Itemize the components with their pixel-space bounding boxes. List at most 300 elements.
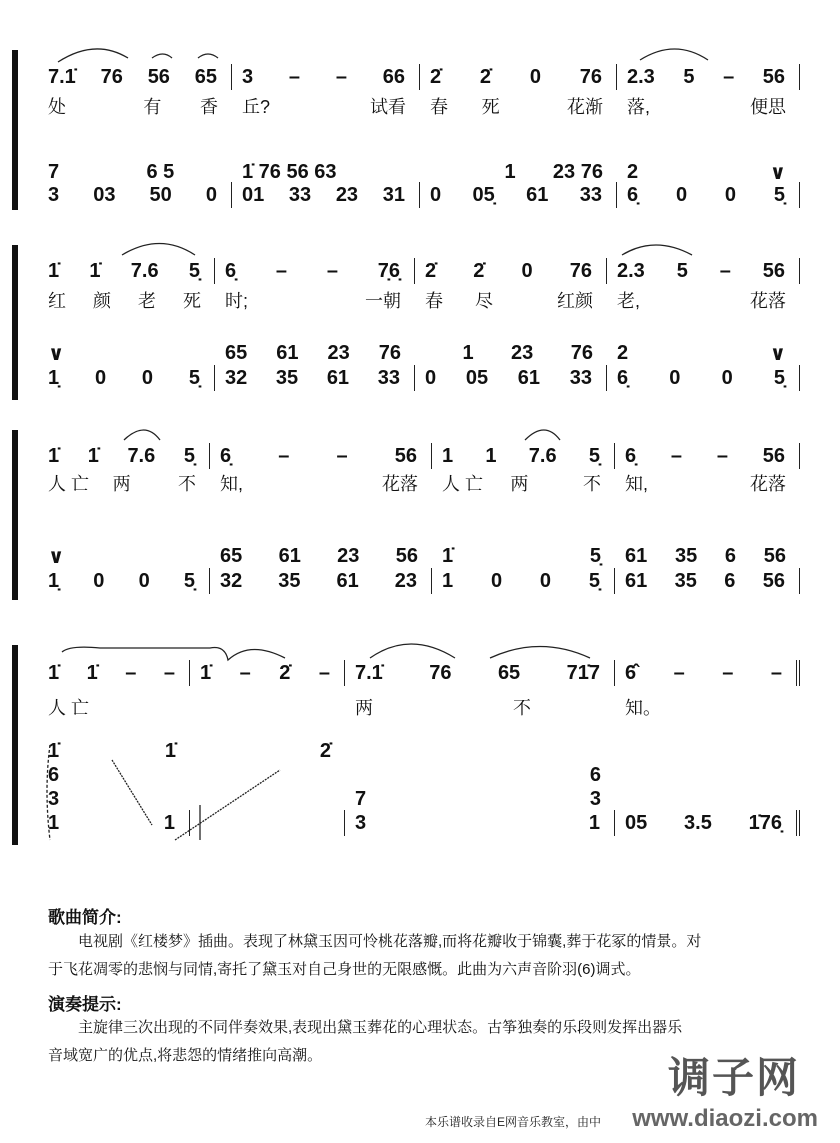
lyric: 处 [48, 97, 66, 117]
measure [617, 93, 800, 119]
note: 2̇ [473, 259, 485, 282]
note: 6̣ [225, 259, 237, 282]
notation-line [38, 443, 800, 469]
note: 1̇ [48, 444, 60, 467]
measure [190, 660, 345, 686]
note: 23 [394, 569, 417, 592]
note: 1̇ [87, 444, 99, 467]
notation-line [38, 365, 800, 391]
measure [607, 287, 800, 313]
lyric: 花落 [382, 474, 418, 494]
measure [232, 93, 420, 119]
measure [615, 443, 800, 469]
note: 6 [724, 544, 737, 567]
note: 05̣ [472, 183, 495, 206]
note: – [318, 661, 330, 684]
measure [38, 258, 215, 284]
note: 35 [275, 366, 299, 389]
note: 1 [442, 444, 454, 467]
slur [370, 644, 455, 658]
measure [210, 443, 432, 469]
note: – [336, 444, 348, 467]
note: 23 [337, 544, 360, 567]
measure [615, 786, 800, 812]
measure [38, 64, 232, 90]
note: 6̣ [625, 444, 637, 467]
note: 35 [278, 569, 301, 592]
measure [215, 258, 415, 284]
credit-text: 本乐谱收录自E网音乐教室，由中 [425, 1115, 602, 1129]
lyric: 花渐 [566, 97, 603, 117]
note: 2 [617, 341, 629, 364]
note: 2̇ [279, 661, 291, 684]
note: 6 [724, 569, 736, 592]
note: 0 [669, 366, 681, 389]
note: 2̇ [319, 739, 331, 762]
note: – [719, 259, 731, 282]
note: 2̇ [430, 65, 442, 88]
note: 0 [529, 65, 541, 88]
lyric: 红 [48, 291, 66, 311]
note: 2.3 [617, 259, 645, 282]
notation-line [38, 258, 800, 284]
slur [640, 49, 708, 60]
note: 65 [220, 544, 243, 567]
note: – [723, 65, 735, 88]
note: 6 [48, 763, 60, 786]
note: 65 [497, 661, 521, 684]
note: 7 [355, 787, 367, 810]
measure [38, 762, 190, 788]
notation-line [38, 762, 800, 788]
slur [490, 647, 590, 659]
measure [615, 738, 800, 764]
note: 66 [382, 65, 405, 88]
measure [615, 762, 800, 788]
note: 3 [48, 183, 60, 206]
note: 3 [242, 65, 254, 88]
note: 2.3 [627, 65, 655, 88]
note: 5̣ [188, 259, 200, 282]
note: 61 [526, 183, 549, 206]
note: 61 [278, 544, 301, 567]
note: 56 [762, 569, 785, 592]
note: – [163, 661, 175, 684]
lyric: 丘? [242, 97, 271, 117]
measure [617, 64, 800, 90]
note: 01 [242, 183, 265, 206]
measure [38, 543, 210, 569]
note: 2̇ [479, 65, 492, 88]
note: 1̇ [200, 661, 212, 684]
note: – [673, 661, 685, 684]
note: 3 [589, 787, 601, 810]
measure [432, 470, 615, 496]
measure [210, 543, 432, 569]
note: 35 [674, 544, 698, 567]
note: 56 [762, 259, 785, 282]
note: 61 [517, 366, 541, 389]
lyric: 花落 [749, 474, 786, 494]
note: – [335, 65, 347, 88]
note: – [125, 661, 137, 684]
note: 0 [141, 366, 154, 389]
note: – [275, 259, 288, 282]
measure [38, 568, 210, 594]
lyric: 两 [510, 474, 529, 494]
note: 23 76 [552, 160, 603, 183]
lyrics-line [38, 470, 800, 496]
notation-line [38, 568, 800, 594]
notation-line [38, 738, 800, 764]
note: 61 [326, 366, 350, 389]
lyric: 两 [355, 698, 373, 718]
lyric: 人 亡 [442, 474, 484, 494]
measure [345, 660, 615, 686]
note: ∨ [769, 161, 786, 184]
measure [415, 258, 607, 284]
measure [215, 287, 415, 313]
measure [190, 738, 345, 764]
measure [345, 786, 615, 812]
measure [345, 738, 615, 764]
note: 1 [588, 811, 600, 834]
note: 5̣ [589, 544, 601, 567]
measure [38, 365, 215, 391]
notation-line [38, 786, 800, 812]
measure [38, 810, 190, 836]
note: 35 [674, 569, 697, 592]
notation-line [38, 810, 800, 836]
measure [38, 340, 215, 366]
note: 7.1̇ [48, 65, 76, 88]
note: 5̣ [773, 366, 785, 389]
lyric: 老, [617, 291, 641, 311]
lyric: 有 [143, 97, 162, 117]
intro-line: 于飞花凋零的悲悯与同情,寄托了黛玉对自己身世的无限感慨。此曲为六声音阶羽(6)调式。 [48, 961, 641, 978]
note: 61 [276, 341, 299, 364]
note: 6̣ [617, 366, 629, 389]
measure [190, 694, 345, 720]
lyrics-line [38, 287, 800, 313]
lyric: 人 亡 [48, 474, 90, 494]
notation-line [38, 64, 800, 90]
note: 5̣ [183, 444, 195, 467]
watermark-url: www.diaozi.com [632, 1105, 818, 1132]
lyric: 春 [425, 291, 443, 311]
note: 0 [205, 183, 217, 206]
note: 5̣ [183, 569, 195, 592]
note: 6̣ [220, 444, 232, 467]
measure [432, 443, 615, 469]
note: 0 [94, 366, 107, 389]
note: 33 [377, 366, 400, 389]
measure [615, 810, 800, 836]
note: – [716, 444, 728, 467]
tips-heading: 演奏提示: [48, 995, 122, 1014]
note: – [326, 259, 338, 282]
note: 5̣ [588, 569, 600, 592]
measure [190, 762, 345, 788]
note: 1̣ [48, 366, 60, 389]
note: 56 [147, 65, 170, 88]
lyric: 尽 [475, 291, 493, 311]
lyric: 知, [625, 474, 649, 494]
measure [420, 64, 617, 90]
note: 0 [724, 183, 737, 206]
lyric: 老 [138, 291, 156, 311]
intro-line: 电视剧《红楼梦》插曲。表现了林黛玉因可怜桃花落瓣,而将花瓣收于锦囊,葬于花冢的情景。对 [78, 933, 702, 950]
note: 1̇ [89, 259, 101, 282]
note: 7.1̇ [355, 661, 383, 684]
notation-line [38, 182, 800, 208]
note: 5̣ [588, 444, 600, 467]
measure [617, 182, 800, 208]
note: – [770, 661, 782, 684]
note: 1 [442, 569, 454, 592]
note: 7.6 [127, 444, 156, 467]
lyric: 颜 [93, 291, 111, 311]
slur [122, 244, 195, 256]
measure [38, 182, 232, 208]
lyrics-line [38, 694, 800, 720]
note: 0 [521, 259, 533, 282]
note: 61 [336, 569, 359, 592]
measure [210, 470, 432, 496]
note: 0 [93, 569, 105, 592]
note: 1 [462, 341, 474, 364]
note: 65 [225, 341, 248, 364]
note: 23 [335, 183, 359, 206]
note: – [239, 661, 251, 684]
measure [38, 694, 190, 720]
note: 76 [429, 661, 452, 684]
measure [420, 182, 617, 208]
measure [215, 365, 415, 391]
measure [210, 568, 432, 594]
measure [415, 340, 607, 366]
measure [38, 470, 210, 496]
note: 1̇ [442, 544, 454, 567]
measure [190, 786, 345, 812]
lyric: 香 [199, 97, 218, 117]
lyric: 知。 [625, 698, 661, 718]
notation-line [38, 543, 800, 569]
note: 76 [100, 65, 123, 88]
measure [38, 287, 215, 313]
measure [420, 93, 617, 119]
measure [615, 660, 800, 686]
measure [615, 694, 800, 720]
measure [615, 543, 800, 569]
slur [198, 54, 218, 58]
note: 5 [683, 65, 695, 88]
note: 1 [163, 811, 175, 834]
measure [232, 182, 420, 208]
system-bracket [12, 430, 18, 600]
lyric: 不 [177, 474, 196, 494]
note: 33 [579, 183, 602, 206]
note: 5̣ [773, 183, 785, 206]
note: 0 [539, 569, 552, 592]
note: 23 [511, 341, 534, 364]
note: ∨ [48, 545, 65, 568]
lyric: 不 [583, 474, 601, 494]
measure [215, 340, 415, 366]
note: 1̇ [48, 739, 60, 762]
note: 56 [395, 544, 418, 567]
note: 50 [149, 183, 172, 206]
lyric: 时; [225, 291, 249, 311]
note: 3.5 [684, 811, 712, 834]
lyric: 便思 [750, 97, 786, 117]
note: 33 [569, 366, 592, 389]
lyric: 试看 [370, 97, 406, 117]
measure [415, 287, 607, 313]
note: 56 [762, 444, 785, 467]
note: 76 [579, 65, 602, 88]
slur [622, 245, 692, 255]
lyric: 死 [481, 97, 500, 117]
note: 76 [570, 341, 593, 364]
tips-line: 主旋律三次出现的不同伴奏效果,表现出黛玉葬花的心理状态。古筝独奏的乐段则发挥出器乐 [78, 1019, 683, 1036]
note: 1̇ 76 56 63 [242, 160, 337, 183]
measure [345, 810, 615, 836]
note: 0 [675, 183, 688, 206]
note: 05 [465, 366, 489, 389]
note: 61 [625, 569, 648, 592]
note: 1 [485, 444, 497, 467]
measure [38, 443, 210, 469]
note: 61 [625, 544, 648, 567]
note: 2̇ [425, 259, 437, 282]
measure [607, 340, 800, 366]
measure [38, 660, 190, 686]
note: 1̇76̣ [748, 811, 782, 834]
note: 7.6 [130, 259, 159, 282]
lyric: 花落 [749, 291, 786, 311]
tie [62, 647, 285, 660]
measure [607, 258, 800, 284]
note: 23 [327, 341, 350, 364]
watermark-logo: 调子网 [667, 1054, 800, 1101]
measure [415, 365, 607, 391]
lyric: 春 [430, 97, 448, 117]
measure [432, 543, 615, 569]
note: 2 [627, 160, 639, 183]
note: 0 [721, 366, 733, 389]
note: ∨ [769, 342, 786, 365]
slur [124, 430, 160, 440]
note: 32 [220, 569, 243, 592]
note: 3 [355, 811, 367, 834]
note: 0 [430, 183, 442, 206]
system-bracket [12, 50, 18, 210]
note: 76 [378, 341, 401, 364]
note: – [670, 444, 683, 467]
note: ∨ [48, 342, 65, 365]
lyric: 落, [627, 97, 651, 117]
note: 5 [676, 259, 688, 282]
lyric: 一朝 [364, 291, 401, 311]
measure [232, 64, 420, 90]
system-bracket [12, 245, 18, 400]
note: 76 [569, 259, 592, 282]
note: 56 [394, 444, 417, 467]
slur [58, 49, 128, 62]
note: 3 [48, 787, 60, 810]
lyric: 知, [220, 474, 244, 494]
lyrics-line [38, 93, 800, 119]
lyric: 死 [183, 291, 201, 311]
note: 7 [48, 160, 60, 183]
note: 05 [625, 811, 648, 834]
note: 5̣ [188, 366, 200, 389]
note: – [288, 65, 301, 88]
note: 0 [425, 366, 437, 389]
note: 32 [225, 366, 248, 389]
note: 1̣ [48, 569, 60, 592]
note: 7̣6̣ [377, 259, 400, 282]
note: 1 [504, 160, 516, 183]
notation-line [38, 660, 800, 686]
slur [152, 54, 172, 58]
system-bracket [12, 645, 18, 845]
measure [432, 568, 615, 594]
measure [607, 365, 800, 391]
note: – [278, 444, 290, 467]
note: 71̇7 [566, 661, 600, 684]
note: 1 [48, 811, 60, 834]
note: 56 [763, 544, 786, 567]
notation-line [38, 340, 800, 366]
measure [615, 470, 800, 496]
measure [38, 738, 190, 764]
lyric: 不 [513, 698, 531, 718]
note: 03 [93, 183, 116, 206]
lyric: 红颜 [557, 291, 593, 311]
note: 1̇ [48, 661, 60, 684]
note: 31 [382, 183, 405, 206]
note: – [722, 661, 734, 684]
lyric: 人 亡 [48, 698, 90, 718]
intro-heading: 歌曲简介: [48, 908, 122, 927]
note: 1̇ [48, 259, 60, 282]
measure [345, 762, 615, 788]
note: 1̇ [86, 661, 98, 684]
note: 6 5 [146, 160, 175, 183]
note: 0 [138, 569, 150, 592]
note: 6̣ [627, 183, 639, 206]
measure [190, 810, 345, 836]
measure [38, 93, 232, 119]
slur [525, 430, 560, 440]
intro-text [48, 928, 808, 984]
note: 6 [589, 763, 601, 786]
tips-line: 音域宽广的优点,将悲怨的情绪推向高潮。 [48, 1047, 323, 1064]
note: 65 [194, 65, 217, 88]
note: 6̂ [625, 661, 637, 684]
measure [345, 694, 615, 720]
note: 7.6 [528, 444, 557, 467]
measure [38, 786, 190, 812]
note: 1̇ [164, 739, 176, 762]
lyric: 两 [112, 474, 131, 494]
measure [615, 568, 800, 594]
note: 0 [490, 569, 503, 592]
note: 33 [288, 183, 312, 206]
note: 56 [762, 65, 785, 88]
